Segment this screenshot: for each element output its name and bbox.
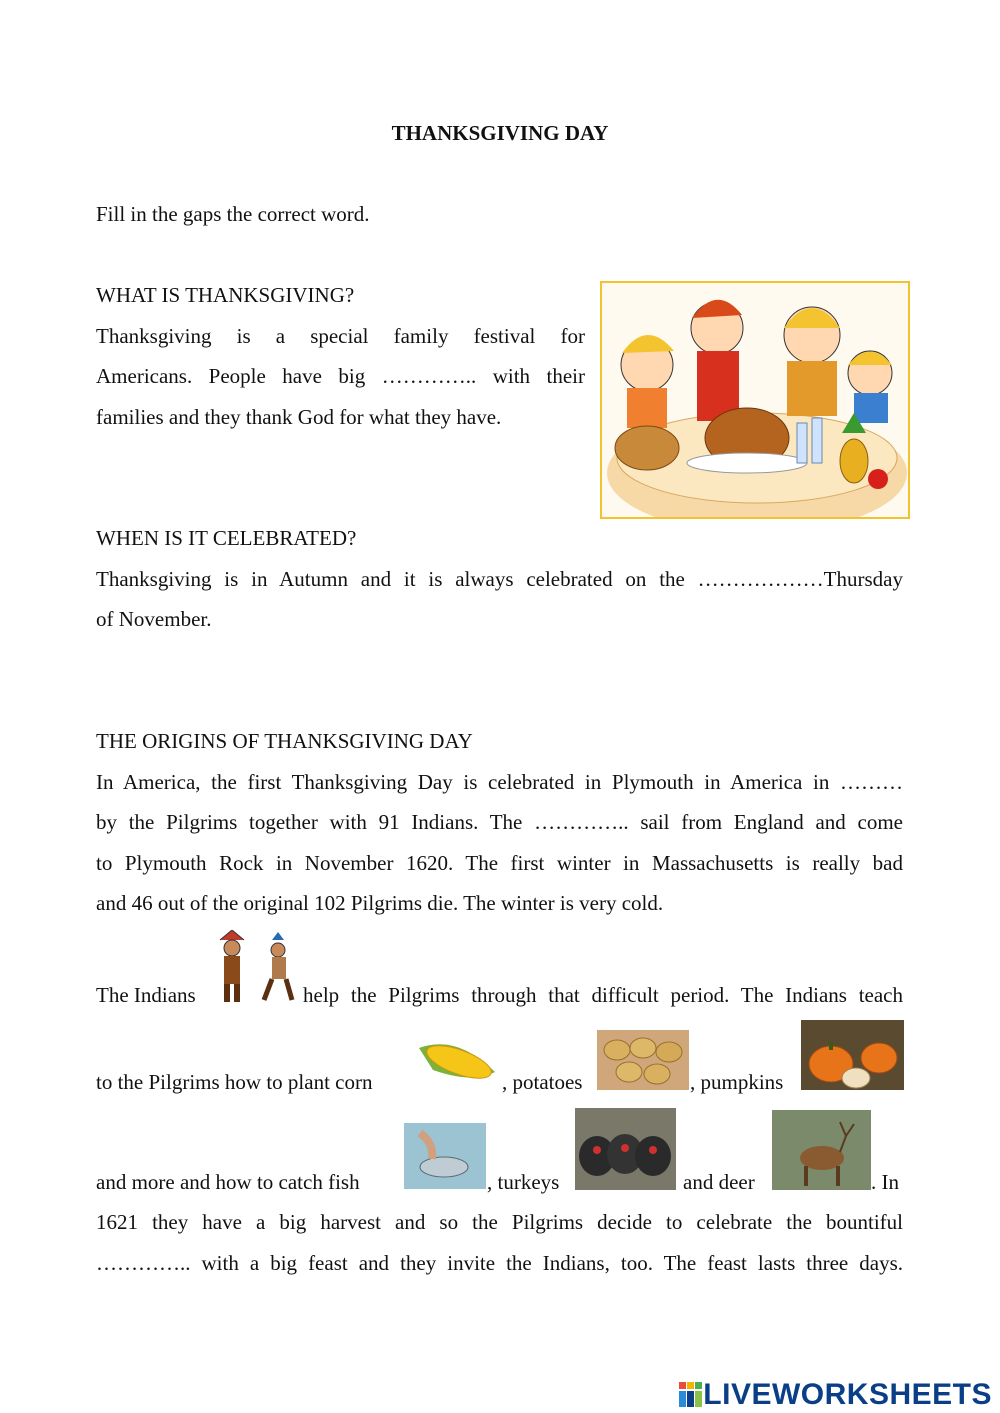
catch-text-d: . In: [871, 1170, 899, 1194]
turkeys-image: [575, 1108, 676, 1190]
paragraph-line: by the Pilgrims together with 91 Indians. The ………….. sail from England and come: [96, 810, 903, 834]
paragraph-line: and 46 out of the original 102 Pilgrims die. The winter is very cold.: [96, 891, 664, 915]
liveworksheets-logo-icon: [679, 1382, 703, 1408]
pumpkins-image: [801, 1020, 904, 1090]
corn-image: [413, 1032, 501, 1090]
plant-text-b: , potatoes: [502, 1070, 583, 1094]
catch-text-b: , turkeys: [487, 1170, 560, 1194]
paragraph-line: of November.: [96, 607, 212, 631]
paragraph-line: Thanksgiving is in Autumn and it is always celebrated on the ………………Thursday: [96, 567, 903, 591]
paragraph-line: 1621 they have a big harvest and so the Pilgrims decide to celebrate the bountiful: [96, 1210, 903, 1234]
family-dinner-image: [600, 281, 910, 519]
liveworksheets-logo[interactable]: [679, 1378, 992, 1412]
paragraph-line: ………….. with a big feast and they invite the Indians, too. The feast lasts three days.: [96, 1251, 903, 1275]
instruction: Fill in the gaps the correct word.: [96, 202, 370, 226]
potatoes-image: [597, 1030, 689, 1090]
paragraph-line: Americans. People have big ………….. with their: [96, 364, 585, 388]
plant-text-c: , pumpkins: [690, 1070, 784, 1094]
section-heading-what: WHAT IS THANKSGIVING?: [96, 283, 355, 307]
deer-image: [772, 1110, 871, 1190]
paragraph-line: Thanksgiving is a special family festival for: [96, 324, 585, 348]
page-title: THANKSGIVING DAY: [391, 121, 609, 145]
native-americans-image: [212, 930, 302, 1004]
fish-image: [404, 1123, 486, 1189]
section-heading-origins: THE ORIGINS OF THANKSGIVING DAY: [96, 729, 473, 753]
catch-text-a: and more and how to catch fish: [96, 1170, 360, 1194]
paragraph-line: families and they thank God for what they have.: [96, 405, 502, 429]
paragraph-line: to Plymouth Rock in November 1620. The first winter in Massachusetts is really bad: [96, 851, 903, 875]
indians-text-end: help the Pilgrims through that difficult period. The Indians teach: [303, 983, 903, 1007]
indians-text-start: The Indians: [96, 983, 196, 1007]
catch-text-c: and deer: [683, 1170, 755, 1194]
plant-text-a: to the Pilgrims how to plant corn: [96, 1070, 373, 1094]
logo-text: LIVEWORKSHEETS: [703, 1378, 992, 1411]
section-heading-when: WHEN IS IT CELEBRATED?: [96, 526, 357, 550]
paragraph-line: In America, the first Thanksgiving Day is celebrated in Plymouth in America in ………: [96, 770, 903, 794]
